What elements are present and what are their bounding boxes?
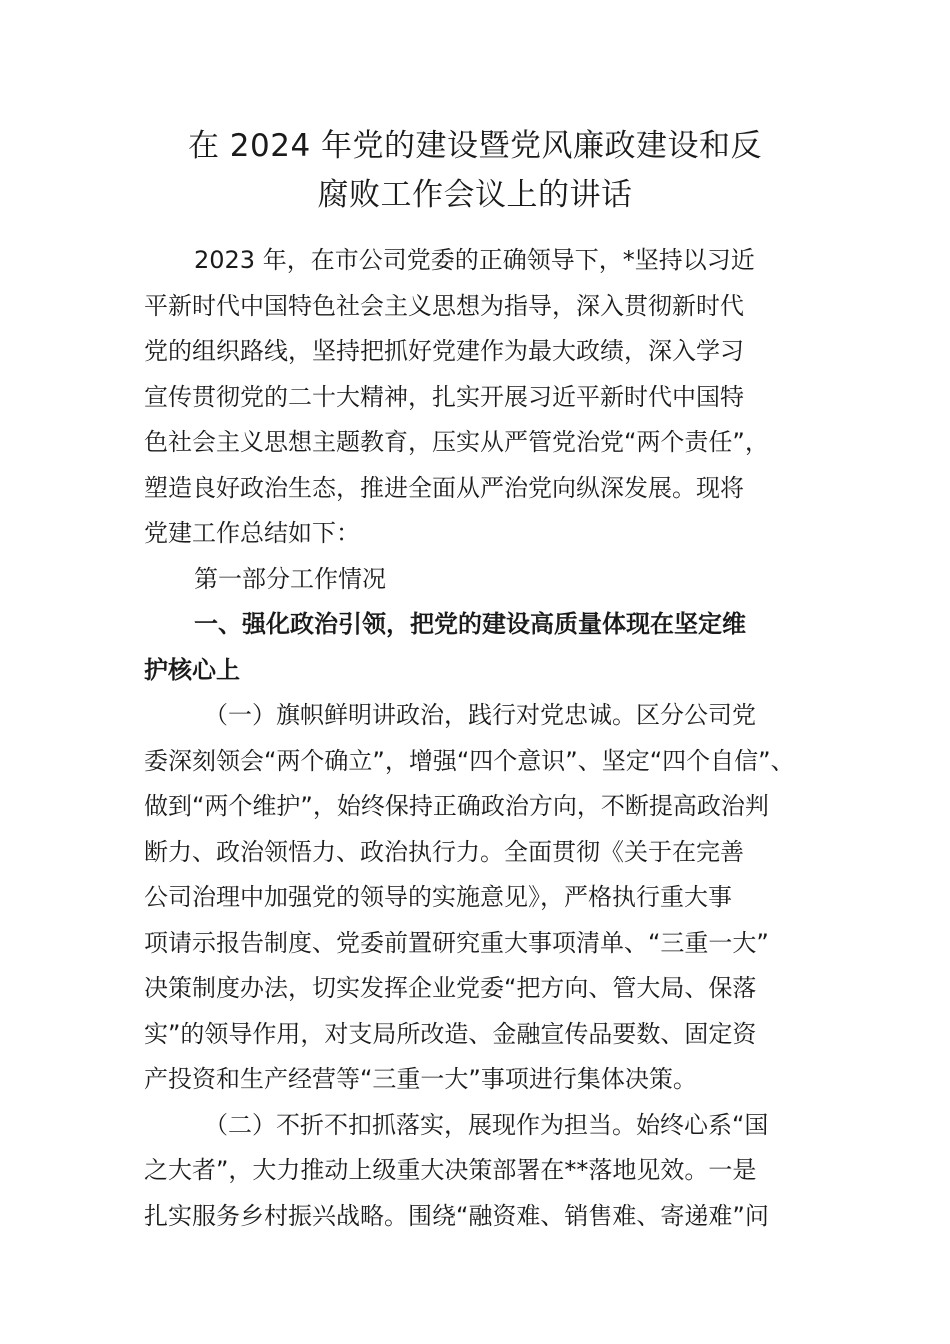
paragraph-line: （一）旗帜鲜明讲政治，践行对党忠诚。区分公司党 (204, 701, 756, 729)
title-line: 在 2024 年党的建设暨党风廉政建设和反 (187, 128, 763, 164)
paragraph-line: 党的组织路线，坚持把抓好党建作为最大政绩，深入学习 (144, 337, 744, 365)
paragraph-line: 之大者”，大力推动上级重大决策部署在**落地见效。一是 (144, 1156, 757, 1184)
paragraph-line: 扎实服务乡村振兴战略。围绕“融资难、销售难、寄递难”问 (144, 1201, 769, 1230)
paragraph-line: 断力、政治领悟力、政治执行力。全面贯彻《关于在完善 (144, 837, 744, 866)
paragraph-line: 2023 年，在市公司党委的正确领导下，*坚持以习近 (194, 246, 755, 274)
paragraph-line: 做到“两个维护”，始终保持正确政治方向，不断提高政治判 (144, 792, 769, 820)
part-heading: 第一部分工作情况 (194, 564, 386, 593)
paragraph-line: 决策制度办法，切实发挥企业党委“把方向、管大局、保落 (144, 974, 757, 1002)
paragraph-line: 宣传贯彻党的二十大精神，扎实开展习近平新时代中国特 (144, 382, 744, 411)
paragraph-line: 公司治理中加强党的领导的实施意见》，严格执行重大事 (144, 883, 732, 911)
paragraph-line: 实”的领导作用，对支局所改造、金融宣传品要数、固定资 (144, 1019, 757, 1048)
paragraph-line: 党建工作总结如下： (144, 519, 360, 547)
paragraph-line: 项请示报告制度、党委前置研究重大事项清单、“三重一大” (144, 928, 769, 957)
paragraph-line: （二）不折不扣抓落实，展现作为担当。始终心系“国 (204, 1110, 769, 1139)
section-heading: 一、强化政治引领，把党的建设高质量体现在坚定维 (194, 610, 746, 638)
paragraph-line: 色社会主义思想主题教育，压实从严管党治党“两个责任”， (144, 428, 769, 456)
document-body (144, 238, 806, 1239)
paragraph-line: 产投资和生产经营等“三重一大”事项进行集体决策。 (144, 1065, 697, 1093)
paragraph-line: 平新时代中国特色社会主义思想为指导，深入贯彻新时代 (144, 291, 744, 320)
paragraph-line: 委深刻领会“两个确立”，增强“四个意识”、坚定“四个自信”、 (144, 746, 795, 775)
section-heading: 护核心上 (144, 655, 240, 684)
title-line: 腐败工作会议上的讲话 (317, 177, 633, 213)
paragraph-line: 塑造良好政治生态，推进全面从严治党向纵深发展。现将 (144, 473, 744, 502)
page-title (140, 122, 810, 220)
